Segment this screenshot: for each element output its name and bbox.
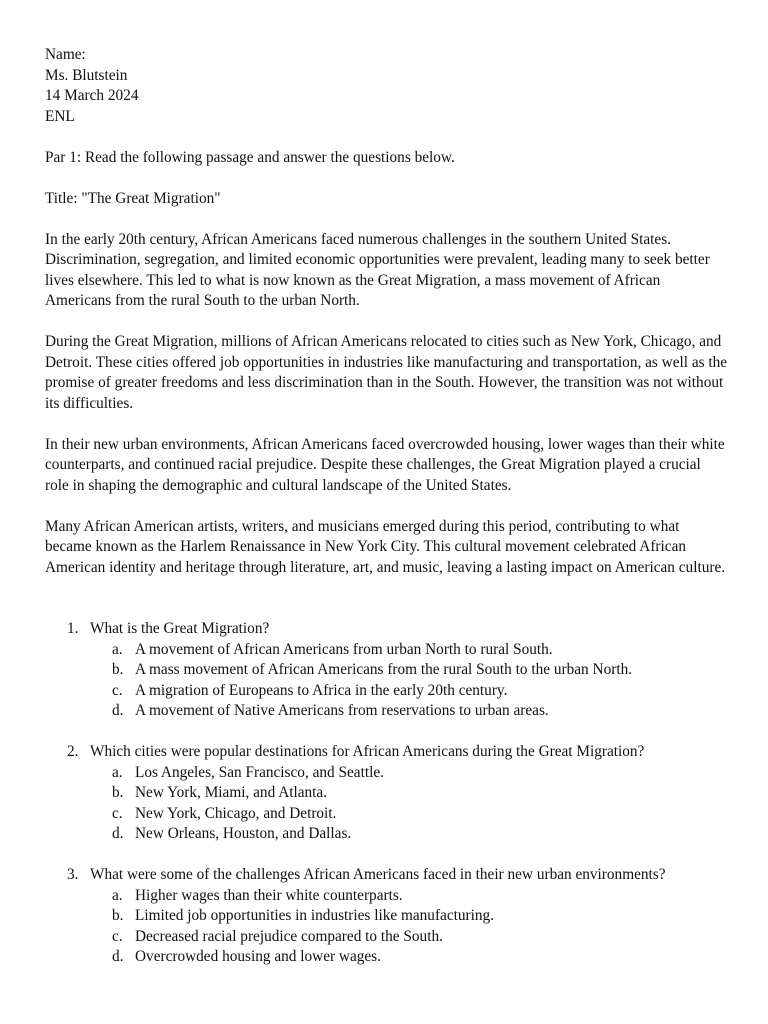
- question-2: [45, 742, 728, 845]
- answer-option: [45, 640, 728, 661]
- answer-option: [45, 783, 728, 804]
- answer-option: [45, 886, 728, 907]
- question-text: What is the Great Migration?: [90, 620, 270, 637]
- answer-option: [45, 947, 728, 968]
- option-letter: a.: [112, 763, 123, 781]
- answer-options: [45, 763, 728, 845]
- question-number: 2.: [67, 743, 79, 760]
- answer-option: [45, 804, 728, 825]
- passage-paragraph-2: During the Great Migration, millions of African Americans relocated to cities such as New York, Chicago, and Detroit. These cities offered job opportunities in industries like manufacturing and transportation, as well as the promise of greater freedoms and less discrimination than in the South. However, the transition was not without its difficulties.: [45, 333, 728, 412]
- option-letter: b.: [112, 661, 124, 678]
- option-text: A mass movement of African Americans from the rural South to the urban North.: [135, 661, 633, 678]
- option-letter: a.: [112, 640, 123, 658]
- option-text: New Orleans, Houston, and Dallas.: [135, 825, 352, 842]
- header-block: [45, 45, 728, 127]
- course-name: ENL: [45, 107, 75, 125]
- passage-paragraph-3: In their new urban environments, African Americans faced overcrowded housing, lower wages than their white counterparts, and continued racial prejudice. Despite these challenges, the Great Migration played a crucial role in shaping the demographic and cultural landscape of the United States.: [45, 435, 725, 494]
- option-text: New York, Miami, and Atlanta.: [135, 784, 328, 801]
- question-number: 3.: [67, 866, 79, 883]
- option-letter: d.: [112, 825, 124, 842]
- answer-option: [45, 701, 728, 722]
- option-text: A movement of African Americans from urban North to rural South.: [135, 640, 553, 658]
- option-letter: b.: [112, 784, 124, 801]
- document-date: 14 March 2024: [45, 87, 139, 104]
- answer-option: [45, 824, 728, 845]
- passage-paragraph-1: In the early 20th century, African Americans faced numerous challenges in the southern United States. Discrimination, segregation, and limited economic opportunities were prevalent, leading many to seek better lives elsewhere. This led to what is now known as the Great Migration, a mass movement of African Americans from the rural South to the urban North.: [45, 230, 710, 309]
- passage-paragraph-4: Many African American artists, writers, and musicians emerged during this period, contributing to what became known as the Harlem Renaissance in New York City. This cultural movement celebrated African American identity and heritage through literature, art, and music, leaving a lasting impact on American culture.: [45, 517, 726, 576]
- option-text: New York, Chicago, and Detroit.: [135, 804, 337, 822]
- passage-title: Title: "The Great Migration": [45, 189, 221, 207]
- answer-option: [45, 763, 728, 784]
- answer-option: [45, 906, 728, 927]
- option-letter: b.: [112, 907, 124, 924]
- teacher-name: Ms. Blutstein: [45, 66, 128, 84]
- question-1: [45, 619, 728, 722]
- option-text: Limited job opportunities in industries like manufacturing.: [135, 907, 494, 924]
- option-text: Los Angeles, San Francisco, and Seattle.: [135, 763, 384, 781]
- question-number: 1.: [67, 620, 79, 637]
- option-text: Overcrowded housing and lower wages.: [135, 948, 381, 965]
- option-letter: a.: [112, 886, 123, 904]
- option-text: Decreased racial prejudice compared to the South.: [135, 927, 443, 945]
- option-letter: c.: [112, 927, 123, 945]
- option-letter: d.: [112, 948, 124, 965]
- question-text: Which cities were popular destinations for African Americans during the Great Migration?: [90, 743, 645, 760]
- instructions: Par 1: Read the following passage and answer the questions below.: [45, 148, 455, 166]
- option-letter: d.: [112, 702, 124, 719]
- answer-options: [45, 640, 728, 722]
- option-text: A movement of Native Americans from reservations to urban areas.: [135, 702, 549, 719]
- option-text: Higher wages than their white counterparts.: [135, 886, 403, 904]
- answer-option: [45, 927, 728, 948]
- option-text: A migration of Europeans to Africa in the early 20th century.: [135, 681, 508, 699]
- answer-option: [45, 681, 728, 702]
- name-label: Name:: [45, 46, 86, 63]
- question-text: What were some of the challenges African Americans faced in their new urban environments?: [90, 866, 666, 883]
- questions-list: [45, 619, 728, 968]
- option-letter: c.: [112, 804, 123, 822]
- question-3: [45, 865, 728, 968]
- option-letter: c.: [112, 681, 123, 699]
- answer-options: [45, 886, 728, 968]
- answer-option: [45, 660, 728, 681]
